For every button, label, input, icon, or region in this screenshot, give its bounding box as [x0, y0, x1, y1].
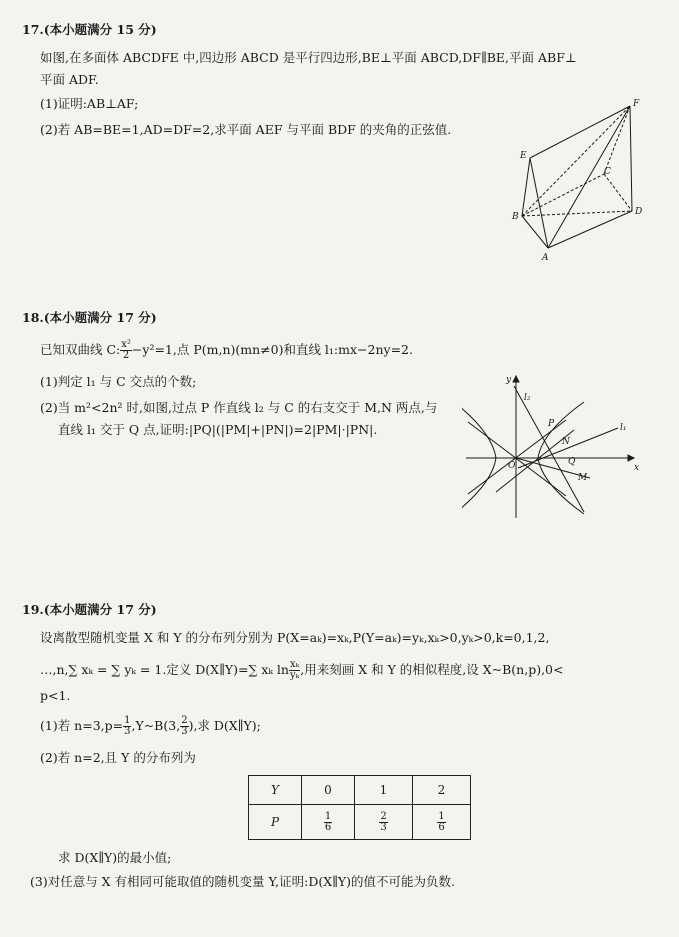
q19-log-fraction: $\frac{\text{xₖ}}{\text{yₖ}}$	[289, 659, 300, 681]
table-cell: 0	[302, 776, 355, 805]
table-row	[249, 776, 471, 805]
q18-part2-line2: 直线 l₁ 交于 Q 点,证明:|PQ|(|PM|+|PN|)=2|PM|·|PN|.	[58, 422, 378, 437]
q19-part1-frac-p: $\frac{1}{3}$	[124, 715, 131, 737]
q19-sum-constraint: ∑ xₖ = ∑ yₖ = 1	[68, 662, 163, 677]
q19-part1-a: (1)若 n=3,p=	[40, 718, 124, 733]
q19-part1	[40, 716, 261, 737]
q19-part2: (2)若 n=2,且 Y 的分布列为	[40, 750, 196, 765]
table-cell: $\frac{1}{6}$	[302, 805, 355, 840]
label-Q: Q	[568, 457, 576, 467]
table-cell: Y	[249, 776, 302, 805]
table-cell: 1	[355, 776, 413, 805]
table-row	[249, 805, 471, 840]
q19-part3: (3)对任意与 X 有相同可能取值的随机变量 Y,证明:D(X∥Y)的值不可能为负数.	[30, 874, 456, 889]
label-P: P	[548, 419, 555, 429]
table-cell: 2	[413, 776, 471, 805]
label-F: F	[633, 99, 640, 109]
label-D: D	[635, 207, 643, 217]
label-N: N	[562, 437, 570, 447]
q17-part2: (2)若 AB=BE=1,AD=DF=2,求平面 AEF 与平面 BDF 的夹角的正弦值.	[40, 122, 452, 137]
label-B: B	[512, 212, 519, 222]
q19-part1-c: ),求 D(X∥Y);	[188, 718, 261, 733]
label-C: C	[604, 167, 611, 177]
q17-part1: (1)证明:AB⊥AF;	[40, 96, 139, 111]
q19-line2-a: …,n,	[40, 662, 69, 677]
table-cell: P	[249, 805, 302, 840]
q19-line3: p<1.	[40, 688, 71, 703]
q18-hyperbola-figure	[462, 372, 642, 520]
q17-header: 17.(本小题满分 15 分)	[22, 22, 157, 37]
q17-polyhedron-figure	[500, 98, 650, 263]
q18-stem-a: 已知双曲线 C:	[40, 342, 121, 357]
label-E: E	[520, 151, 527, 161]
q19-line2-c: ,用来刻画 X 和 Y 的相似程度,设 X~B(n,p),0<	[300, 662, 564, 677]
q18-stem-fraction: $\frac{\text{x²}}{2}$	[121, 339, 131, 361]
label-A: A	[542, 253, 549, 263]
q18-stem-b: −y²=1,点 P(m,n)(mn≠0)和直线 l₁:mx−2ny=2.	[131, 342, 413, 357]
table-cell: $\frac{1}{6}$	[413, 805, 471, 840]
q18-part1: (1)判定 l₁ 与 C 交点的个数;	[40, 374, 197, 389]
q19-part1-b: ,Y~B(3,	[131, 718, 181, 733]
table-cell: $\frac{2}{3}$	[355, 805, 413, 840]
label-y: y	[506, 375, 512, 385]
q19-distribution-table	[248, 775, 471, 840]
label-l1: l₁	[620, 423, 627, 433]
q18-stem	[40, 340, 413, 361]
label-x: x	[634, 463, 640, 473]
q17-stem-line1: 如图,在多面体 ABCDFE 中,四边形 ABCD 是平行四边形,BE⊥平面 ABCD,DF∥BE,平面 ABF⊥	[40, 50, 577, 65]
q18-part2-line1: (2)当 m²<2n² 时,如图,过点 P 作直线 l₂ 与 C 的右支交于 M,N 两点,与	[40, 400, 438, 415]
q17-stem-line2: 平面 ADF.	[40, 72, 99, 87]
q19-line1: 设离散型随机变量 X 和 Y 的分布列分别为 P(X=aₖ)=xₖ,P(Y=aₖ)=yₖ,xₖ>0,yₖ>0,k=0,1,2,	[40, 630, 550, 645]
q19-header: 19.(本小题满分 17 分)	[22, 602, 157, 617]
q19-line2-b: .定义 D(X∥Y)=	[162, 662, 249, 677]
label-l2: l₂	[524, 393, 531, 403]
q19-part2-ask: 求 D(X∥Y)的最小值;	[58, 850, 172, 865]
q19-part1-frac-y: $\frac{2}{3}$	[181, 715, 188, 737]
q19-line2	[40, 660, 563, 681]
q18-header: 18.(本小题满分 17 分)	[22, 310, 157, 325]
q19-sum-definition: ∑ xₖ ln	[248, 662, 289, 677]
label-O: O	[508, 461, 516, 471]
label-M: M	[578, 473, 588, 483]
